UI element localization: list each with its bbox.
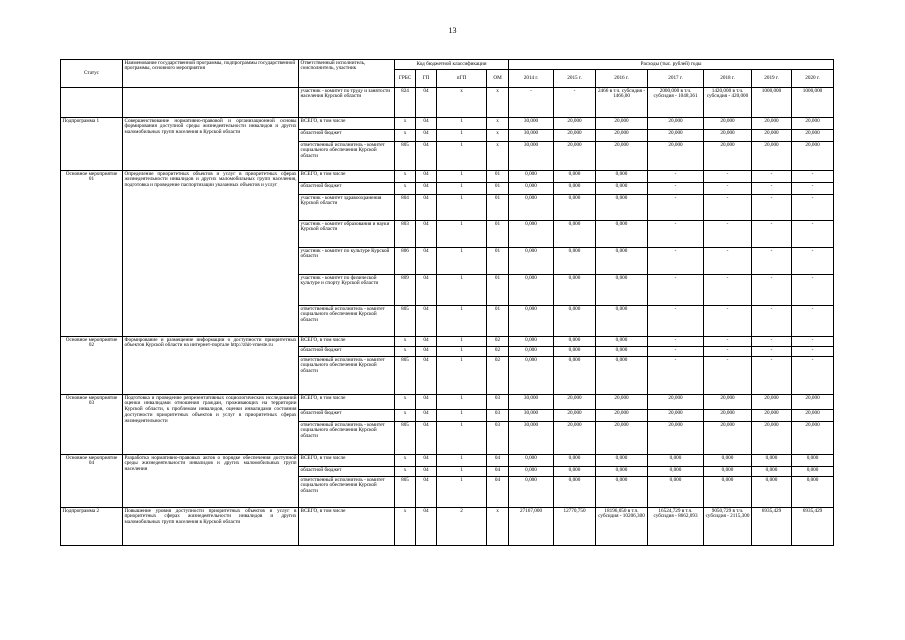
- amount-cell: 0,000: [648, 467, 704, 477]
- amount-cell: 0,000: [596, 357, 648, 395]
- code-grbs-cell: 805: [395, 357, 416, 395]
- amount-cell: 0,000: [509, 306, 554, 337]
- code-om-cell: 04: [487, 467, 509, 477]
- amount-cell: 20,000: [554, 395, 596, 410]
- amount-cell: 0,000: [554, 477, 596, 508]
- executor-cell: областной бюджет: [299, 130, 395, 142]
- executor-cell: ВСЕГО, в том числе: [299, 455, 395, 467]
- executor-cell: ответственный исполнитель - комитет социального обеспечения Курской области: [299, 422, 395, 455]
- executor-cell: участник - комитет здравоохранения Курской области: [299, 195, 395, 221]
- code-gp-cell: 04: [416, 118, 437, 130]
- amount-cell: -: [704, 183, 752, 195]
- amount-cell: 12770,750: [554, 508, 596, 546]
- executor-cell: ВСЕГО, в том числе: [299, 395, 395, 410]
- executor-cell: участник - комитет по культуре Курской области: [299, 248, 395, 275]
- header-pgp: пГП: [437, 70, 487, 88]
- code-grbs-cell: 805: [395, 142, 416, 171]
- amount-cell: 0,000: [554, 195, 596, 221]
- code-om-cell: 01: [487, 195, 509, 221]
- code-pgp-cell: 1: [437, 221, 487, 248]
- executor-cell: областной бюджет: [299, 467, 395, 477]
- code-grbs-cell: х: [395, 410, 416, 422]
- amount-cell: 20,000: [648, 410, 704, 422]
- code-gp-cell: 04: [416, 422, 437, 455]
- code-om-cell: 01: [487, 221, 509, 248]
- amount-cell: 20,000: [752, 410, 792, 422]
- table-row: [61, 171, 834, 183]
- code-om-cell: 04: [487, 477, 509, 508]
- code-pgp-cell: 1: [437, 248, 487, 275]
- header-year: 2017 г.: [648, 70, 704, 88]
- code-pgp-cell: 1: [437, 130, 487, 142]
- amount-cell: 20,000: [554, 410, 596, 422]
- amount-cell: 0,000: [509, 347, 554, 357]
- executor-cell: ответственный исполнитель - комитет социального обеспечения Курской области: [299, 357, 395, 395]
- page-number: 13: [448, 26, 457, 35]
- code-pgp-cell: х: [437, 88, 487, 118]
- amount-cell: -: [704, 275, 752, 306]
- code-grbs-cell: х: [395, 337, 416, 347]
- amount-cell: 20,000: [554, 422, 596, 455]
- header-status: Статус: [61, 60, 123, 88]
- code-grbs-cell: х: [395, 171, 416, 183]
- amount-cell: 0,000: [596, 477, 648, 508]
- code-om-cell: 04: [487, 455, 509, 467]
- amount-cell: 20,000: [648, 130, 704, 142]
- amount-cell: 20,000: [752, 142, 792, 171]
- table-body: [61, 88, 834, 546]
- header-year: 2014 г.: [509, 70, 554, 88]
- amount-cell: 0,000: [554, 171, 596, 183]
- amount-cell: 0,000: [554, 455, 596, 467]
- code-pgp-cell: 1: [437, 306, 487, 337]
- amount-cell: 0,000: [596, 467, 648, 477]
- header-expense-group: Расходы (тыс. рублей) годы: [509, 60, 834, 70]
- amount-cell: 18196,050 в т.ч. субсидия - 10206,300: [596, 508, 648, 546]
- code-om-cell: 01: [487, 183, 509, 195]
- amount-cell: 0,000: [648, 477, 704, 508]
- amount-cell: -: [704, 171, 752, 183]
- amount-cell: 0,000: [752, 467, 792, 477]
- amount-cell: -: [704, 337, 752, 347]
- amount-cell: 0,000: [596, 221, 648, 248]
- program-name-cell: Совершенствование нормативно-правовой и организационной основы формирования доступной среды жизнедеятельности инвалидов и других маломобильных групп населения в Курской области: [123, 118, 299, 171]
- amount-cell: 0,000: [554, 347, 596, 357]
- executor-cell: ответственный исполнитель - комитет социального обеспечения Курской области: [299, 477, 395, 508]
- code-grbs-cell: 805: [395, 477, 416, 508]
- code-grbs-cell: 804: [395, 195, 416, 221]
- amount-cell: 6935,429: [752, 508, 792, 546]
- amount-cell: 0,000: [509, 275, 554, 306]
- amount-cell: 30,000: [509, 395, 554, 410]
- code-gp-cell: 04: [416, 337, 437, 347]
- amount-cell: 0,000: [792, 455, 834, 467]
- executor-cell: ВСЕГО, в том числе: [299, 337, 395, 347]
- amount-cell: 20,000: [752, 395, 792, 410]
- executor-cell: участник - комитет по труду и занятости населения Курской области: [299, 88, 395, 118]
- amount-cell: -: [752, 171, 792, 183]
- header-om: ОМ: [487, 70, 509, 88]
- amount-cell: 20,000: [648, 118, 704, 130]
- amount-cell: -: [792, 248, 834, 275]
- code-grbs-cell: 824: [395, 88, 416, 118]
- code-pgp-cell: 1: [437, 455, 487, 467]
- amount-cell: -: [792, 337, 834, 347]
- amount-cell: 0,000: [554, 337, 596, 347]
- amount-cell: 0,000: [554, 306, 596, 337]
- code-gp-cell: 04: [416, 221, 437, 248]
- amount-cell: 0,000: [509, 455, 554, 467]
- amount-cell: 20,000: [792, 130, 834, 142]
- amount-cell: 20,000: [648, 142, 704, 171]
- code-pgp-cell: 1: [437, 183, 487, 195]
- amount-cell: -: [792, 195, 834, 221]
- executor-cell: ВСЕГО, в том числе: [299, 508, 395, 546]
- code-gp-cell: 04: [416, 248, 437, 275]
- amount-cell: 20,000: [596, 142, 648, 171]
- amount-cell: 0,000: [509, 467, 554, 477]
- amount-cell: -: [648, 183, 704, 195]
- amount-cell: 0,000: [509, 477, 554, 508]
- code-pgp-cell: 2: [437, 508, 487, 546]
- amount-cell: -: [792, 183, 834, 195]
- executor-cell: ответственный исполнитель - комитет социального обеспечения Курской области: [299, 306, 395, 337]
- budget-table: [60, 59, 834, 546]
- amount-cell: -: [752, 183, 792, 195]
- amount-cell: -: [752, 306, 792, 337]
- amount-cell: 1000,000: [752, 88, 792, 118]
- code-grbs-cell: 803: [395, 221, 416, 248]
- amount-cell: 20,000: [596, 118, 648, 130]
- amount-cell: -: [648, 171, 704, 183]
- code-gp-cell: 04: [416, 195, 437, 221]
- code-om-cell: 02: [487, 337, 509, 347]
- code-om-cell: х: [487, 118, 509, 130]
- amount-cell: 0,000: [554, 275, 596, 306]
- amount-cell: -: [704, 221, 752, 248]
- code-pgp-cell: 1: [437, 477, 487, 508]
- program-name-cell: Формирование и размещение информации о доступности приоритетных объектов Курской области на интернет-портале http://zhit-vmeste.ru: [123, 337, 299, 395]
- program-name-cell: Разработка нормативно-правовых актов о порядке обеспечения доступной среды жизнедеятельности инвалидов и других маломобильных групп населения: [123, 455, 299, 508]
- amount-cell: -: [648, 195, 704, 221]
- amount-cell: -: [704, 306, 752, 337]
- table-row: [61, 455, 834, 467]
- status-cell: Подпрограмма 2: [61, 508, 123, 546]
- amount-cell: 0,000: [752, 477, 792, 508]
- amount-cell: 30,000: [509, 422, 554, 455]
- amount-cell: -: [752, 195, 792, 221]
- code-gp-cell: 04: [416, 357, 437, 395]
- amount-cell: 2000,000 в т.ч. субсидия - 1048,361: [648, 88, 704, 118]
- code-om-cell: 03: [487, 422, 509, 455]
- amount-cell: -: [752, 347, 792, 357]
- amount-cell: 0,000: [554, 183, 596, 195]
- amount-cell: -: [792, 347, 834, 357]
- amount-cell: 20,000: [596, 410, 648, 422]
- amount-cell: 30,000: [509, 142, 554, 171]
- code-pgp-cell: 1: [437, 171, 487, 183]
- code-pgp-cell: 1: [437, 410, 487, 422]
- amount-cell: 20,000: [792, 395, 834, 410]
- executor-cell: участник - комитет по физической культуре и спорту Курской области: [299, 275, 395, 306]
- amount-cell: 0,000: [554, 467, 596, 477]
- table-row: [61, 88, 834, 118]
- code-om-cell: х: [487, 130, 509, 142]
- executor-cell: ВСЕГО, в том числе: [299, 171, 395, 183]
- program-name-cell: Определение приоритетных объектов и услуг в приоритетных сферах жизнедеятельности инвалидов и других маломобильных групп населения, подготовка и проведение паспортизации указанных объектов и услуг: [123, 171, 299, 337]
- amount-cell: 20,000: [704, 422, 752, 455]
- executor-cell: ВСЕГО, в том числе: [299, 118, 395, 130]
- amount-cell: 0,000: [509, 357, 554, 395]
- code-gp-cell: 04: [416, 171, 437, 183]
- amount-cell: 0,000: [554, 248, 596, 275]
- amount-cell: 0,000: [509, 221, 554, 248]
- code-gp-cell: 04: [416, 455, 437, 467]
- code-pgp-cell: 1: [437, 118, 487, 130]
- code-gp-cell: 04: [416, 183, 437, 195]
- code-gp-cell: 04: [416, 477, 437, 508]
- amount-cell: 0,000: [704, 467, 752, 477]
- amount-cell: -: [648, 248, 704, 275]
- amount-cell: -: [648, 357, 704, 395]
- code-pgp-cell: 1: [437, 275, 487, 306]
- amount-cell: 20,000: [704, 142, 752, 171]
- amount-cell: 9050,729 в т.ч. субсидия - 2115,300: [704, 508, 752, 546]
- amount-cell: 0,000: [792, 477, 834, 508]
- header-year: 2015 г.: [554, 70, 596, 88]
- amount-cell: -: [648, 337, 704, 347]
- executor-cell: областной бюджет: [299, 410, 395, 422]
- amount-cell: -: [792, 306, 834, 337]
- amount-cell: 0,000: [596, 195, 648, 221]
- amount-cell: 0,000: [509, 195, 554, 221]
- header-gp: ГП: [416, 70, 437, 88]
- amount-cell: -: [752, 275, 792, 306]
- code-grbs-cell: 809: [395, 275, 416, 306]
- amount-cell: 20,000: [704, 118, 752, 130]
- amount-cell: 0,000: [554, 221, 596, 248]
- amount-cell: -: [752, 357, 792, 395]
- code-om-cell: 03: [487, 395, 509, 410]
- amount-cell: -: [704, 195, 752, 221]
- code-grbs-cell: х: [395, 395, 416, 410]
- code-om-cell: х: [487, 88, 509, 118]
- amount-cell: 30,000: [509, 118, 554, 130]
- amount-cell: -: [752, 337, 792, 347]
- amount-cell: 20,000: [792, 410, 834, 422]
- code-gp-cell: 04: [416, 395, 437, 410]
- code-grbs-cell: х: [395, 467, 416, 477]
- amount-cell: 1000,000: [792, 88, 834, 118]
- program-name-cell: Подготовка и проведение репрезентативных социологических исследований оценки инвалидами отношения граждан, проживающих на территории Курской области, к проблемам инвалидов, оценки инвалидами состояния доступности приоритетных объектов и услуг в приоритетных сферах жизнедеятельности: [123, 395, 299, 455]
- code-gp-cell: 04: [416, 275, 437, 306]
- code-grbs-cell: х: [395, 130, 416, 142]
- amount-cell: 20,000: [648, 395, 704, 410]
- code-gp-cell: 04: [416, 306, 437, 337]
- amount-cell: 30,000: [509, 130, 554, 142]
- code-pgp-cell: 1: [437, 357, 487, 395]
- table-row: [61, 118, 834, 130]
- program-name-cell: [123, 88, 299, 118]
- code-om-cell: 02: [487, 357, 509, 395]
- code-om-cell: х: [487, 142, 509, 171]
- amount-cell: 0,000: [596, 248, 648, 275]
- code-gp-cell: 04: [416, 347, 437, 357]
- code-pgp-cell: 1: [437, 467, 487, 477]
- code-gp-cell: 04: [416, 88, 437, 118]
- header-grbs: ГРБС: [395, 70, 416, 88]
- amount-cell: -: [509, 88, 554, 118]
- amount-cell: 0,000: [509, 171, 554, 183]
- amount-cell: 0,000: [596, 183, 648, 195]
- header-year: 2016 г.: [596, 70, 648, 88]
- amount-cell: 0,000: [704, 477, 752, 508]
- code-gp-cell: 04: [416, 467, 437, 477]
- amount-cell: -: [704, 248, 752, 275]
- amount-cell: 0,000: [792, 467, 834, 477]
- table-row: [61, 337, 834, 347]
- amount-cell: 20,000: [554, 130, 596, 142]
- amount-cell: 0,000: [509, 337, 554, 347]
- amount-cell: 30,000: [509, 410, 554, 422]
- amount-cell: -: [704, 347, 752, 357]
- amount-cell: 0,000: [554, 357, 596, 395]
- code-pgp-cell: 1: [437, 142, 487, 171]
- code-om-cell: 01: [487, 306, 509, 337]
- amount-cell: 20,000: [596, 422, 648, 455]
- table-row: [61, 508, 834, 546]
- amount-cell: 0,000: [509, 248, 554, 275]
- amount-cell: 20,000: [704, 395, 752, 410]
- code-gp-cell: 04: [416, 142, 437, 171]
- table-row: [61, 395, 834, 410]
- code-gp-cell: 04: [416, 130, 437, 142]
- header-executor: Ответственный исполнитель, соисполнитель, участник: [299, 60, 395, 88]
- amount-cell: 0,000: [648, 455, 704, 467]
- amount-cell: -: [648, 347, 704, 357]
- executor-cell: областной бюджет: [299, 347, 395, 357]
- amount-cell: 0,000: [752, 455, 792, 467]
- amount-cell: -: [752, 248, 792, 275]
- amount-cell: 1420,000 в т.ч. субсидия - 420,000: [704, 88, 752, 118]
- code-grbs-cell: 806: [395, 248, 416, 275]
- code-grbs-cell: х: [395, 183, 416, 195]
- amount-cell: 16524,729 в т.ч. субсидия - 8662,093: [648, 508, 704, 546]
- amount-cell: 20,000: [752, 422, 792, 455]
- header-name: Наименование государственной программы, подпрограммы государственной программы, основного мероприятия: [123, 60, 299, 88]
- amount-cell: 27167,000: [509, 508, 554, 546]
- status-cell: Основное мероприятие 01: [61, 171, 123, 337]
- code-grbs-cell: 805: [395, 422, 416, 455]
- amount-cell: 0,000: [596, 275, 648, 306]
- code-om-cell: 01: [487, 171, 509, 183]
- status-cell: Подпрограмма 1: [61, 118, 123, 171]
- code-pgp-cell: 1: [437, 195, 487, 221]
- amount-cell: 20,000: [554, 142, 596, 171]
- executor-cell: участник - комитет образования и науки Курской области: [299, 221, 395, 248]
- amount-cell: 20,000: [752, 118, 792, 130]
- amount-cell: -: [792, 275, 834, 306]
- code-pgp-cell: 1: [437, 422, 487, 455]
- table-header: [61, 60, 834, 88]
- code-grbs-cell: 805: [395, 306, 416, 337]
- amount-cell: 20,000: [596, 395, 648, 410]
- amount-cell: 2466 в т.ч. субсидия - 1466,00: [596, 88, 648, 118]
- code-gp-cell: 04: [416, 410, 437, 422]
- amount-cell: 0,000: [596, 455, 648, 467]
- status-cell: Основное мероприятие 03: [61, 395, 123, 455]
- amount-cell: -: [554, 88, 596, 118]
- header-year: 2018 г.: [704, 70, 752, 88]
- code-grbs-cell: х: [395, 118, 416, 130]
- executor-cell: ответственный исполнитель - комитет социального обеспечения Курской области: [299, 142, 395, 171]
- amount-cell: 0,000: [596, 347, 648, 357]
- amount-cell: -: [648, 275, 704, 306]
- amount-cell: -: [792, 357, 834, 395]
- header-year: 2020 г.: [792, 70, 834, 88]
- amount-cell: 20,000: [792, 118, 834, 130]
- amount-cell: -: [792, 221, 834, 248]
- code-grbs-cell: х: [395, 347, 416, 357]
- code-om-cell: 01: [487, 248, 509, 275]
- code-pgp-cell: 1: [437, 395, 487, 410]
- code-om-cell: 01: [487, 275, 509, 306]
- amount-cell: 20,000: [596, 130, 648, 142]
- status-cell: [61, 88, 123, 118]
- status-cell: Основное мероприятие 04: [61, 455, 123, 508]
- amount-cell: 20,000: [792, 142, 834, 171]
- amount-cell: 0,000: [596, 306, 648, 337]
- program-name-cell: Повышение уровня доступности приоритетных объектов и услуг в приоритетных сферах жизнедеятельности инвалидов и других маломобильных групп населения в Курской области: [123, 508, 299, 546]
- code-pgp-cell: 1: [437, 347, 487, 357]
- code-om-cell: 02: [487, 347, 509, 357]
- amount-cell: 20,000: [648, 422, 704, 455]
- amount-cell: -: [704, 357, 752, 395]
- code-om-cell: х: [487, 508, 509, 546]
- amount-cell: 20,000: [704, 410, 752, 422]
- amount-cell: -: [792, 171, 834, 183]
- amount-cell: -: [752, 221, 792, 248]
- header-year: 2019 г.: [752, 70, 792, 88]
- amount-cell: 0,000: [704, 455, 752, 467]
- header-code-group: Код бюджетной классификации: [395, 60, 509, 70]
- amount-cell: 0,000: [509, 183, 554, 195]
- executor-cell: областной бюджет: [299, 183, 395, 195]
- amount-cell: 0,000: [596, 337, 648, 347]
- amount-cell: -: [648, 221, 704, 248]
- amount-cell: 0,000: [596, 171, 648, 183]
- amount-cell: 20,000: [792, 422, 834, 455]
- status-cell: Основное мероприятие 02: [61, 337, 123, 395]
- amount-cell: 6935,429: [792, 508, 834, 546]
- amount-cell: 20,000: [704, 130, 752, 142]
- amount-cell: 20,000: [554, 118, 596, 130]
- code-om-cell: 03: [487, 410, 509, 422]
- code-grbs-cell: х: [395, 508, 416, 546]
- code-grbs-cell: х: [395, 455, 416, 467]
- code-gp-cell: 04: [416, 508, 437, 546]
- amount-cell: -: [648, 306, 704, 337]
- code-pgp-cell: 1: [437, 337, 487, 347]
- amount-cell: 20,000: [752, 130, 792, 142]
